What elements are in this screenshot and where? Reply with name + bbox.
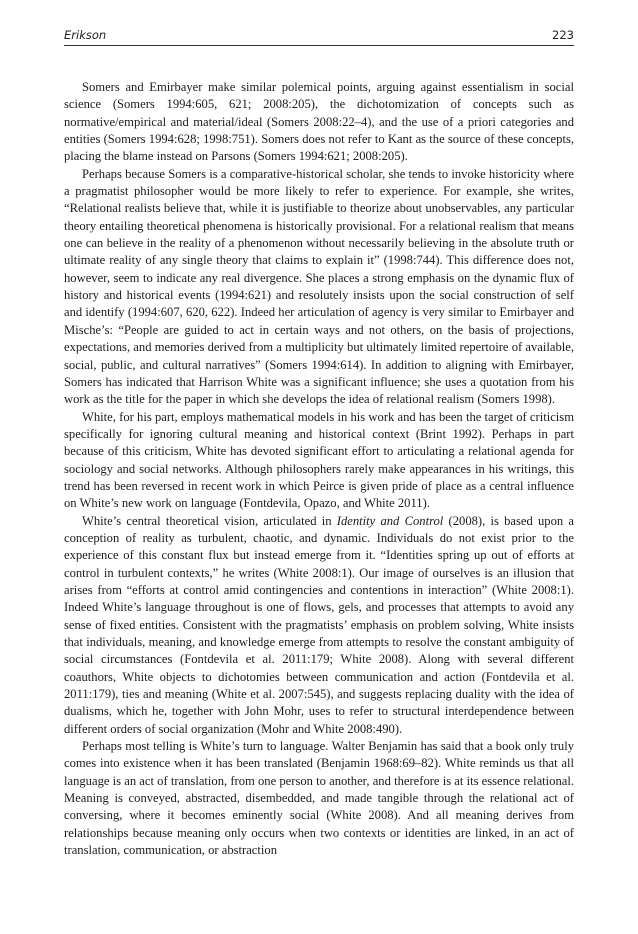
paragraph-somers-polemics: Somers and Emirbayer make similar polemical points, arguing against essentialism in social science (Somers 1994:605, 621; 2008:205), the dichotomization of concepts such as normative/empirical and material/ideal (Somers 2008:22–4), and the use of a priori categories and entities (Somers 1994:628; 1998:751). Somers does not refer to Kant as the source of these concepts, placing the blame instead on Parsons (Somers 1994:621; 2008:205). [64,80,574,164]
journal-page [64,28,574,859]
paragraph-white-language: Perhaps most telling is White’s turn to language. Walter Benjamin has said that a book only truly comes into existence when it has been translated (Benjamin 1968:69–82). White reminds us that all language is an act of translation, from one person to another, and therefore is at its essence relational. Meaning is conveyed, abstracted, disembedded, and made tangible through the relational act of conversing, where it becomes eminently social (White 2008). And all meaning derives from relationships because meaning only occurs when two contexts or identities are linked, in an act of translation, communication, or abstraction [64,739,574,858]
running-head-author: Erikson [64,28,107,42]
page-number: 223 [552,28,574,42]
paragraph-text: White’s central theoretical vision, articulated in [82,513,337,528]
running-header [64,28,574,46]
paragraph-white-vision [64,513,574,738]
paragraph-somers-historicity: Perhaps because Somers is a comparative-historical scholar, she tends to invoke historicity where a pragmatist philosopher would be more likely to refer to experience. For example, she writes, “Relational realists believe that, while it is justifiable to theorize about unobservables, any particular theory entailing theoretical phenomena is historically provisional. For a relational realism that means one can believe in the reality of a phenomenon without necessarily believing in the absolute truth or ultimate reality of any single theory that claims to explain it” (1998:744). This difference does not, however, seem to indicate any real divergence. She places a strong emphasis on the dynamic flux of history and historical events (1994:621) and resolutely insists upon the social construction of self and identify (1994:607, 620, 622). Indeed her articulation of agency is very similar to Emirbayer and Mische’s: “People are guided to act in certain ways and not others, on the basis of projections, expectations, and memories derived from a multiplicity but ultimately limited repertoire of available, social, public, and cultural narratives” (Somers 1994:614). In addition to aligning with Emirbayer, Somers has indicated that Harrison White was a significant influence; she uses a quotation from his work as the title for the paper in which she develops the idea of relational realism (Somers 1998). [64,166,574,407]
article-body [64,79,574,859]
paragraph-text: (2008), is based upon a conception of reality as turbulent, chaotic, and dynamic. Individuals do not exist prior to the experience of this constant flux but instead emerge from it. “Identities spring up out of efforts at control in turbulent contexts,” he writes (White 2008:1). Our image of ourselves is an illusion that arises from “efforts at control amid contingencies and contentions in interaction” (White 2008:1). Indeed White’s language throughout is one of flows, gels, and processes that attempts to avoid any sense of fixed entities. Consistent with the pragmatists’ emphasis on problem solving, White insists that individuals, meaning, and knowledge emerge from attempts to resolve the constant ambiguity of social circumstances (Fontdevila et al. 2011:179; White 2008). Along with several different coauthors, White objects to dichotomies between communication and action (Fontdevila et al. 2011:179), ties and meaning (White et al. 2007:545), and suggests replacing duality with the idea of dualisms, which he, together with John Mohr, uses to refer to structural interdependence between different orders of social organization (Mohr and White 2008:490). [64,513,574,736]
book-title-italic: Identity and Control [336,513,444,528]
paragraph-white-models: White, for his part, employs mathematical models in his work and has been the target of criticism specifically for ignoring cultural meaning and historical context (Brint 1992). Perhaps in part because of this criticism, White has devoted significant effort to articulating a relational agenda for sociology and social networks. Although philosophers rarely make appearances in his writings, this trend has been reversed in recent work in which Peirce is given pride of place as a central influence on White’s new work on language (Fontdevila, Opazo, and White 2011). [64,409,574,511]
